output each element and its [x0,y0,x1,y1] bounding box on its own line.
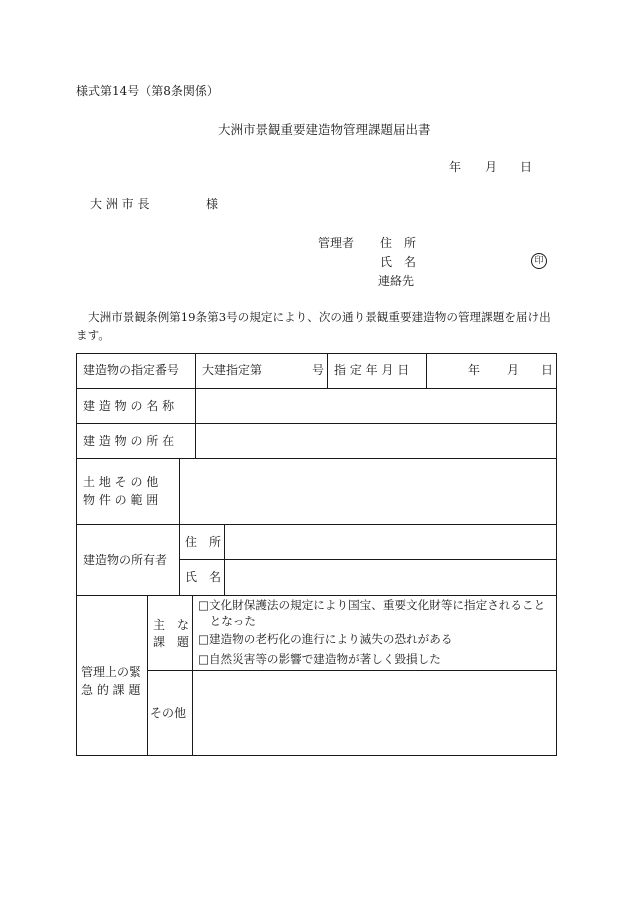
building-location-label: 建 造 物 の 所 在 [83,434,175,448]
urgent-issues-label-line2: 急 的 課 題 [81,683,141,697]
designation-date-month: 月 [507,363,520,377]
designation-suffix: 号 [312,363,325,377]
column-divider [147,595,148,755]
row-divider [76,595,557,596]
date-day-label: 日 [520,160,533,174]
land-range-label-line1: 土 地 そ の 他 [83,475,159,489]
intro-line-1: 大洲市景観条例第19条第3号の規定により、次の通り景観重要建造物の管理課題を届け出 [88,310,551,324]
designation-date-day: 日 [541,363,554,377]
page-title: 大洲市景観重要建造物管理課題届出書 [218,122,431,137]
checkbox-option-cultural-property-cont: となった [198,614,256,628]
designation-date-label: 指 定 年 月 日 [334,363,410,377]
row-divider [147,670,557,671]
row-divider [179,559,557,560]
manager-name-label: 氏 名 [380,255,417,269]
urgent-issues-label-line1: 管理上の緊 [81,665,142,679]
row-divider [76,458,557,459]
table-border-bottom [76,755,557,756]
column-divider [195,353,196,458]
other-issues-label: その他 [150,706,187,720]
table-border-left [76,353,77,756]
owner-label: 建造物の所有者 [83,553,168,567]
checkbox-option-cultural-property[interactable]: □文化財保護法の規定により国宝、重要文化財等に指定されること [198,598,546,612]
column-divider [192,595,193,755]
row-divider [76,524,557,525]
checkbox-option-deterioration[interactable]: □建造物の老朽化の進行により滅失の恐れがある [198,632,453,646]
form-table [76,353,557,756]
row-divider [76,423,557,424]
main-issues-label-line1: 主 な [153,618,190,632]
table-border-right [556,353,557,756]
designation-number-label: 建造物の指定番号 [83,363,180,377]
column-divider [426,353,427,388]
manager-address-label: 住 所 [380,236,417,250]
column-divider [179,458,180,595]
row-divider [76,388,557,389]
building-name-label: 建 造 物 の 名 称 [83,399,175,413]
owner-name-label: 氏 名 [185,570,222,584]
owner-address-label: 住 所 [185,535,222,549]
manager-role-label: 管理者 [318,236,355,250]
date-month-label: 月 [485,160,498,174]
seal-mark: 印 [531,253,547,269]
table-border-top [76,353,557,354]
form-number: 様式第14号（第8条関係） [76,84,219,98]
intro-line-2: ます。 [76,328,110,342]
designation-date-year: 年 [468,363,481,377]
manager-contact-label: 連絡先 [378,274,415,288]
main-issues-label-line2: 課 題 [153,635,190,649]
column-divider [224,524,225,595]
addressee-honorific: 様 [206,197,219,211]
date-year-label: 年 [449,160,462,174]
addressee-name: 大 洲 市 長 [90,197,150,211]
checkbox-option-disaster-damage[interactable]: □自然災害等の影響で建造物が著しく毀損した [198,652,441,666]
column-divider [327,353,328,388]
designation-prefix: 大建指定第 [202,363,263,377]
land-range-label-line2: 物 件 の 範 囲 [83,493,159,507]
